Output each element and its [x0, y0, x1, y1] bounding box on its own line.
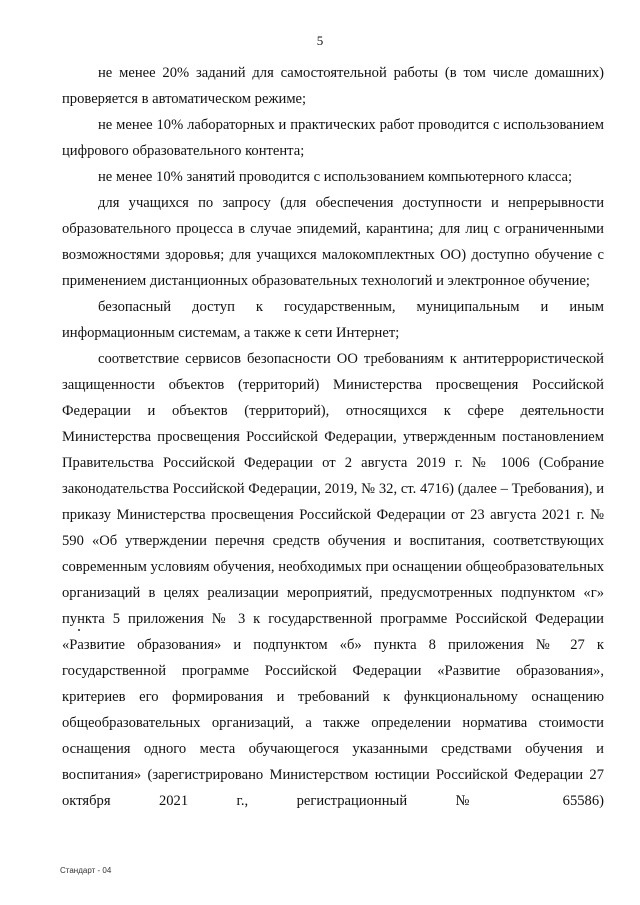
scan-dot-mark	[78, 629, 80, 631]
paragraph-safe-access: безопасный доступ к государственным, муниципальным и иным информационным системам, а также к сети Интернет;	[62, 299, 604, 341]
document-body	[62, 60, 604, 814]
paragraph-lab-works: не менее 10% лабораторных и практических работ проводится с использованием цифрового образовательного контента;	[62, 117, 604, 159]
footer-standard-code: Стандарт - 04	[60, 866, 112, 875]
paragraph-distance-learning: для учащихся по запросу (для обеспечения доступности и непрерывности образовательного процесса в случае эпидемий, карантина; для лиц с ограниченными возможностями здоровья; для учащихся малокомплектных ОО) доступно обучение с применением дистанционных образовательных технологий и электронное обучение;	[62, 195, 604, 289]
paragraph-tasks-auto-check: не менее 20% заданий для самостоятельной работы (в том числе домашних) проверяется в автоматическом режиме;	[62, 65, 604, 107]
paragraph-computer-class: не менее 10% занятий проводится с использованием компьютерного класса;	[98, 169, 573, 185]
paragraph-security-compliance: соответствие сервисов безопасности ОО требованиям к антитеррористической защищенности объектов (территорий) Министерства просвещения Российской Федерации и объектов (территорий), относящихся к сфере деятельности Министерства просвещения Российской Федерации, утвержденным постановлением Правительства Российской Федерации от 2 августа 2019 г. № 1006 (Собрание законодательства Российской Федерации, 2019, № 32, ст. 4716) (далее – Требования), и приказу Министерства просвещения Российской Федерации от 23 августа 2021 г. № 590 «Об утверждении перечня средств обучения и воспитания, соответствующих современным условиям обучения, необходимых при оснащении общеобразовательных организаций в целях реализации мероприятий, предусмотренных подпунктом «г» пункта 5 приложения № 3 к государственной программе Российской Федерации «Развитие образования» и подпунктом «б» пункта 8 приложения № 27 к государственной программе Российской Федерации «Развитие образования», критериев его формирования и требований к функциональному оснащению общеобразовательных организаций, а также определении норматива стоимости оснащения одного места обучающегося указанными средствами обучения и воспитания» (зарегистрировано Министерством юстиции Российской Федерации 27 октября 2021 г., регистрационный № 65586)	[62, 351, 604, 809]
page-number: 5	[316, 33, 324, 48]
